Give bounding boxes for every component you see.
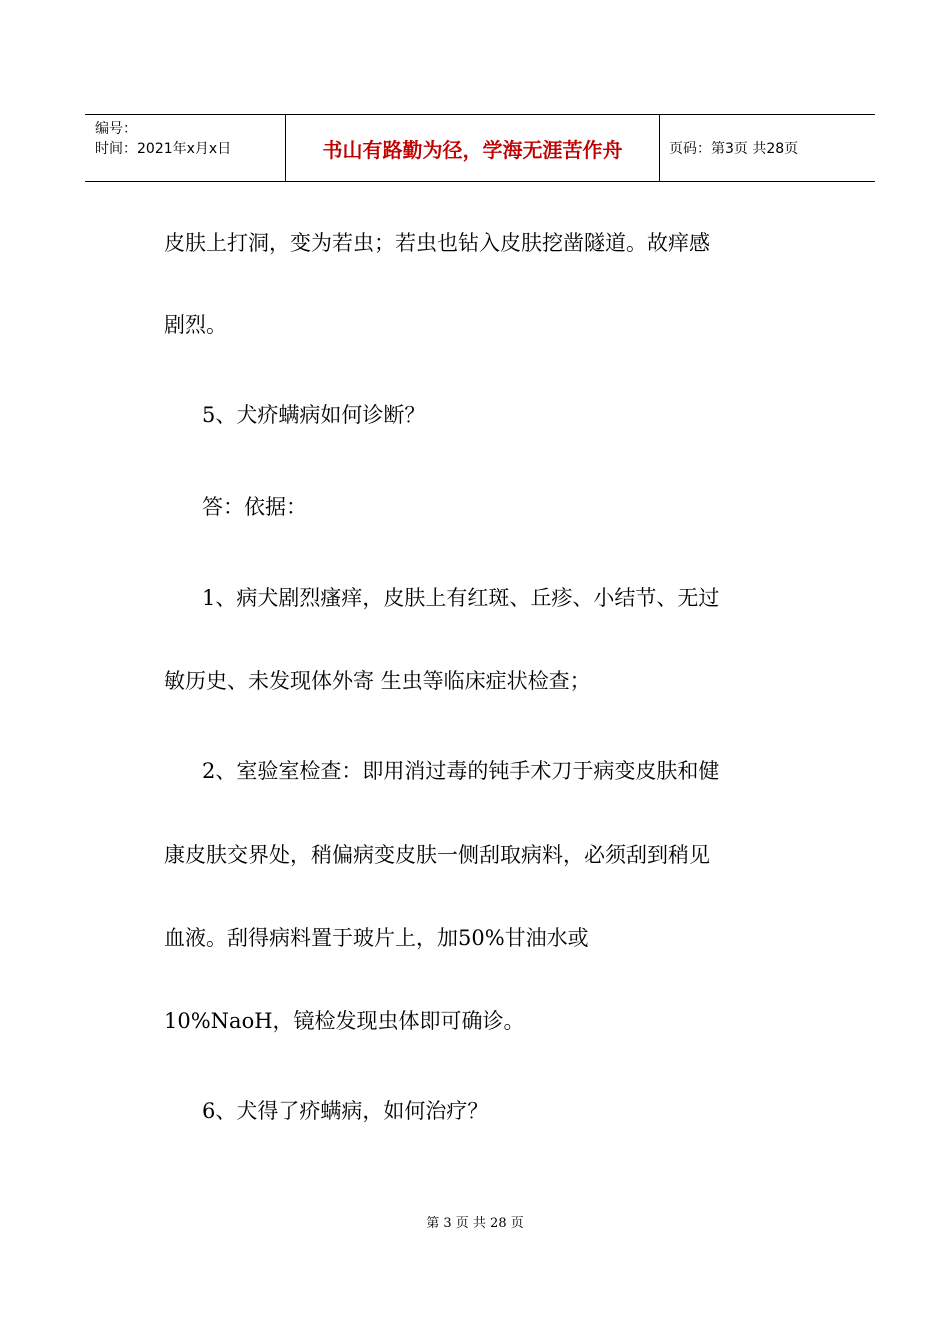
body-line: 10%NaoH，镜检发现虫体即可确诊。 [164,1009,525,1033]
time-label: 时间：2021年x月x日 [95,141,232,157]
header-divider-right [659,115,660,181]
header-motto: 书山有路勤为径，学海无涯苦作舟 [322,137,623,162]
body-line: 1、病犬剧烈瘙痒，皮肤上有红斑、丘疹、小结节、无过 [202,586,720,610]
body-line: 皮肤上打洞，变为若虫；若虫也钻入皮肤挖凿隧道。故痒感 [164,231,710,255]
page-footer: 第 3 页 共 28 页 [426,1216,524,1231]
question-heading-6: 6、犬得了疥螨病，如何治疗？ [202,1099,489,1123]
body-line: 2、室验室检查：即用消过毒的钝手术刀于病变皮肤和健 [202,759,720,783]
page-header [85,114,875,182]
body-line: 康皮肤交界处，稍偏病变皮肤一侧刮取病料，必须刮到稍见 [164,843,710,867]
serial-number-label: 编号： [95,121,137,137]
question-heading-5: 5、犬疥螨病如何诊断？ [202,403,426,427]
answer-intro: 答：依据： [202,495,307,519]
header-meta [95,119,285,159]
header-page-info: 页码：第3页 共28页 [669,141,799,157]
body-line: 血液。刮得病料置于玻片上，加50%甘油水或 [164,926,589,950]
body-line: 剧烈。 [164,313,227,337]
body-line: 敏历史、未发现体外寄 生虫等临床症状检查； [164,669,591,693]
